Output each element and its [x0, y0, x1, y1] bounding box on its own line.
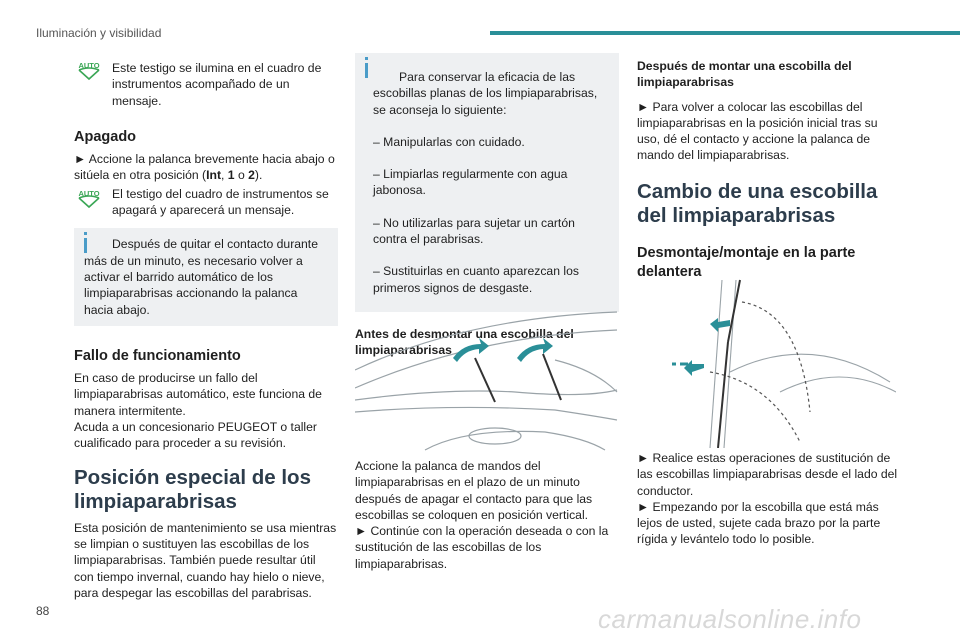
desmontaje-heading: Desmontaje/montaje en la parte delantera: [637, 244, 856, 280]
auto-on-text: Este testigo se ilumina en el cuadro de instrumentos acompañado de un mensaje.: [112, 61, 322, 108]
column-2-lower: [355, 458, 619, 572]
posicion-heading: Posición especial de los limpiaparabrisas: [74, 465, 311, 513]
wiper-blade-removal-illustration: [650, 272, 896, 448]
section-title: Iluminación y visibilidad: [36, 26, 162, 40]
column-3-lower: [637, 450, 899, 548]
posicion-text: Esta posición de mantenimiento se usa mientras se limpian o sustituyen las escobillas de los limpiaparabrisas. También puede resultar útil con tiempo invernal, cuando hay hielo o nieve, para despegar las escobillas del parabrisas.: [74, 520, 337, 600]
auto-on-row: [74, 58, 338, 109]
column-3: [637, 58, 899, 282]
apagado-text: ► Accione la palanca brevemente hacia abajo o sitúela en otra posición (Int, 1 o 2).: [74, 152, 335, 183]
cambio-heading: Cambio de una escobilla del limpiaparabrisas: [637, 179, 878, 227]
auto-wiper-icon: AUTO: [74, 58, 104, 86]
auto-wiper-icon: AUTO: [74, 186, 104, 214]
realice-text: ► Realice estas operaciones de sustitución de las escobillas limpiaparabrisas desde el lado del conductor.: [637, 451, 898, 498]
fallo-heading: Fallo de funcionamiento: [74, 347, 241, 364]
despues-heading: Después de montar una escobilla del limpiaparabrisas: [637, 59, 852, 90]
header-accent-bar: [490, 31, 960, 35]
column-1: [74, 58, 338, 601]
info-box: Después de quitar el contacto durante más de un minuto, es necesario volver a activar el barrido automático de los limpiaparabrisas accionando la palanca hacia abajo.: [74, 228, 338, 325]
fallo-text-1: En caso de producirse un fallo del limpiaparabrisas automático, este funciona de manera intermitente.: [74, 371, 322, 418]
antes-heading: Antes de desmontar una escobilla del limpiaparabrisas: [355, 326, 574, 358]
auto-off-row: [74, 186, 338, 219]
auto-off-text: El testigo del cuadro de instrumentos se apagará y aparecerá un mensaje.: [112, 186, 329, 218]
antes-text-2: ► Continúe con la operación deseada o con la sustitución de las escobillas de los limpiaparabrisas.: [355, 524, 609, 571]
footer-watermark: carmanualsonline.info: [598, 604, 862, 634]
empezando-text: ► Empezando por la escobilla que está más lejos de usted, sujete cada brazo por la parte rígida y levántelo todo lo posible.: [637, 499, 881, 547]
page-number: 88: [36, 604, 50, 618]
fallo-text-2: Acuda a un concesionario PEUGEOT o taller cualificado para proceder a su revisión.: [74, 420, 317, 451]
windshield-wiper-illustration: [355, 300, 619, 452]
antes-text-1: Accione la palanca de mandos del limpiaparabrisas en el plazo de un minuto después de apagar el contacto para que las escobillas se coloquen en posición vertical.: [355, 459, 593, 522]
despues-text: ► Para volver a colocar las escobillas del limpiaparabrisas en la posición inicial tras su uso, dé el contacto y accione la palanca de mando del limpiaparabrisas.: [637, 99, 878, 163]
info-icon-bar: [84, 238, 87, 253]
apagado-heading: Apagado: [74, 128, 137, 145]
info-icon: [365, 57, 368, 60]
info-icon-bar: [365, 63, 368, 78]
info-box: Para conservar la eficacia de las escobillas planas de los limpiaparabrisas, se aconseja lo siguiente: – Manipularlas con cuidado. – Limpiarlas regularmente con agua jabonosa. – No utilizarlas para sujetar un cartón contra el parabrisas. – Sustituirlas en cuanto aparezcan los primeros signos de desgaste.: [355, 53, 619, 312]
info-icon: [84, 232, 87, 235]
